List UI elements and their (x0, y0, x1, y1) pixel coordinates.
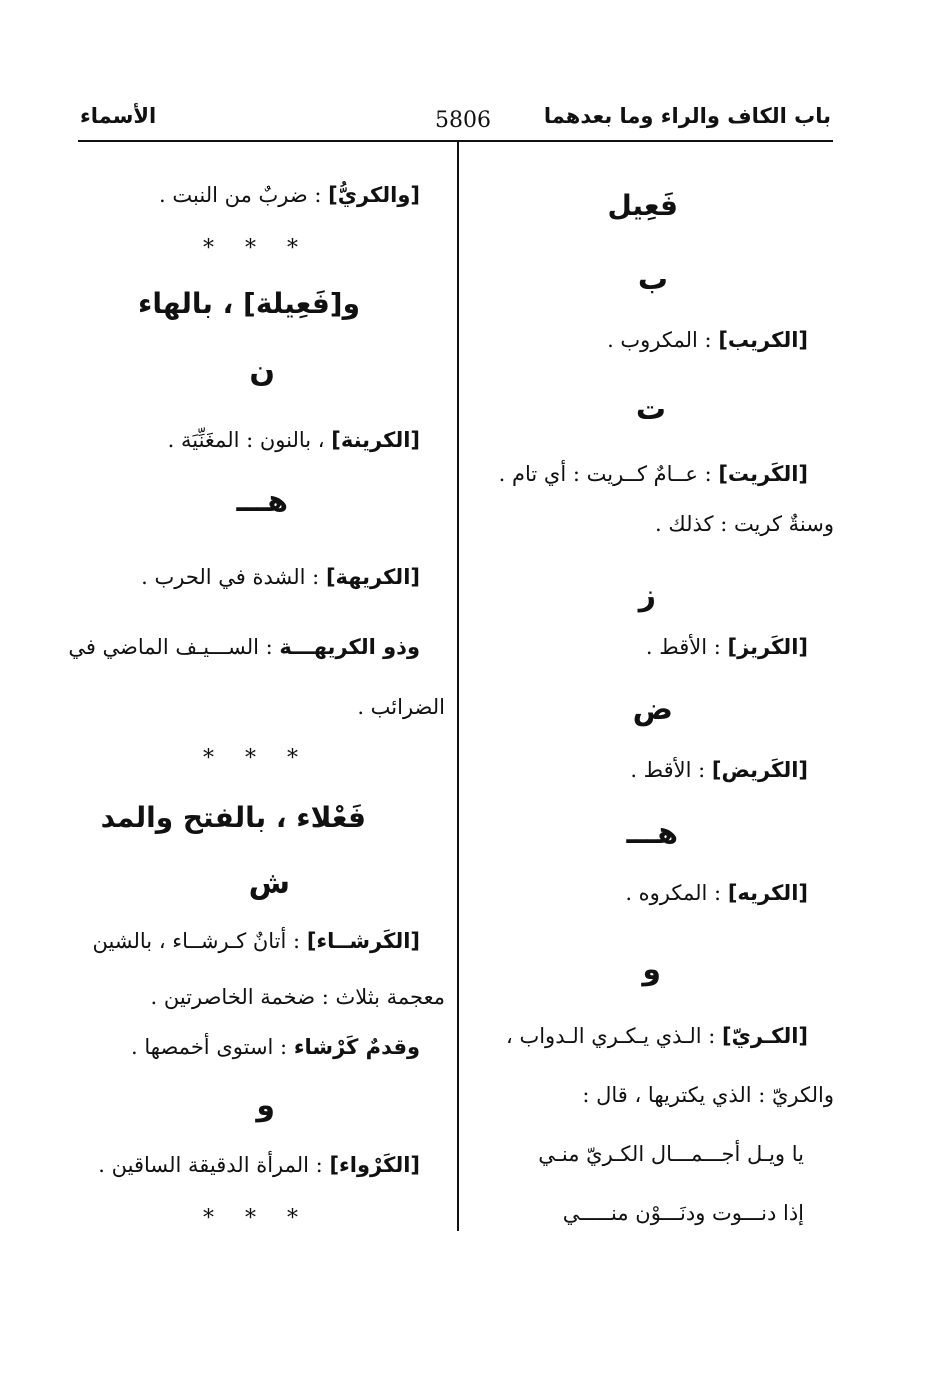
section-separator: * * * (203, 1206, 310, 1231)
page-number: 5806 (435, 108, 491, 133)
entry-continuation: وسنةٌ كريت : كذلك . (655, 512, 834, 536)
letter-heading-b: ب (637, 262, 668, 297)
entry-definition: : الشدة في الحرب . (141, 565, 320, 589)
entry-term: [الكَريت] (718, 462, 808, 486)
entry-continuation: معجمة بثلاث : ضخمة الخاصرتين . (150, 985, 445, 1009)
entry-definition: : المكروب . (607, 328, 712, 352)
letter-heading-d: ض (632, 692, 673, 727)
entry-term: [الكَرْواء] (329, 1153, 420, 1177)
entry-definition: : الأقط . (645, 635, 721, 659)
column-divider (457, 141, 459, 1231)
section-separator: * * * (203, 746, 310, 771)
pattern-heading-faeela: و[فَعِيلة] ، بالهاء (138, 287, 360, 320)
entry-term: [الكـريّ] (722, 1024, 808, 1048)
verse-line-1: يا ويـل أجـــمـــال الكـريّ منـي (538, 1142, 804, 1166)
letter-heading-n: ن (249, 354, 275, 389)
entry-kareena (168, 425, 420, 455)
section-separator: * * * (203, 236, 310, 261)
pattern-heading-falaa: فَعْلاء ، بالفتح والمد (100, 801, 366, 834)
letter-heading-t: ت (635, 392, 666, 427)
entry-term: [الكريب] (718, 328, 808, 352)
entry-definition: ، بالنون : المغَنِّيَة . (167, 428, 325, 452)
entry-term: وذو الكريهـــة (279, 635, 420, 659)
entry-definition: : عــامٌ كــريت : أي تام . (498, 462, 712, 486)
letter-heading-sh: ش (248, 866, 290, 901)
letter-heading-h: هـــ (236, 484, 288, 519)
entry-definition: : الـذي يـكـري الـدواب ، (506, 1024, 716, 1048)
verse-line-2: إذا دنـــوت ودنَـــوْن منـــــي (562, 1201, 804, 1225)
section-title: الأسماء (80, 104, 157, 128)
letter-heading-h: هـــ (626, 816, 678, 851)
entry-definition: : الأقط . (630, 758, 706, 782)
pattern-heading-faeel: فَعِيل (607, 189, 678, 222)
entry-kareeha (141, 562, 420, 592)
entry-kareed (630, 755, 808, 785)
entry-term: [الكَريز] (727, 635, 808, 659)
entry-term: [الكريهة] (325, 565, 420, 589)
entry-kareeh (625, 878, 808, 908)
entry-kareet (499, 459, 808, 489)
entry-term: وقدمٌ كَرْشاء (293, 1035, 420, 1059)
entry-definition: : أتانٌ كـرشــاء ، بالشين (92, 929, 301, 953)
entry-definition: : ضربٌ من النبت . (159, 183, 322, 207)
entry-definition: : الســـيـف الماضي في (68, 635, 273, 659)
letter-heading-w: و (642, 952, 661, 987)
entry-term: [الكريه] (727, 881, 808, 905)
entry-dhul-kareeha (68, 632, 420, 662)
letter-heading-w: و (256, 1088, 275, 1123)
entry-term: [الكَرشــاء] (306, 929, 420, 953)
entry-continuation: الضرائب . (357, 695, 445, 719)
header-rule (78, 140, 833, 142)
entry-definition: : استوى أخمصها . (131, 1035, 288, 1059)
entry-term: [الكَريض] (711, 758, 808, 782)
entry-kareez (646, 632, 808, 662)
entry-definition: : المكروه . (625, 881, 722, 905)
entry-karshaa (92, 926, 420, 956)
entry-term: [الكرينة] (331, 428, 420, 452)
letter-heading-z: ز (638, 578, 656, 613)
entry-walkaree (159, 180, 420, 210)
entry-qadam-karshaa (131, 1032, 420, 1062)
entry-definition: : المرأة الدقيقة الساقين . (98, 1153, 323, 1177)
entry-karwaa (98, 1150, 420, 1180)
entry-term: [والكريُّ] (328, 183, 420, 207)
entry-karee (506, 1021, 808, 1051)
chapter-title: باب الكاف والراء وما بعدهما (543, 104, 831, 128)
entry-continuation: والكريّ : الذي يكتريها ، قال : (582, 1083, 834, 1107)
entry-kareeb (607, 325, 808, 355)
